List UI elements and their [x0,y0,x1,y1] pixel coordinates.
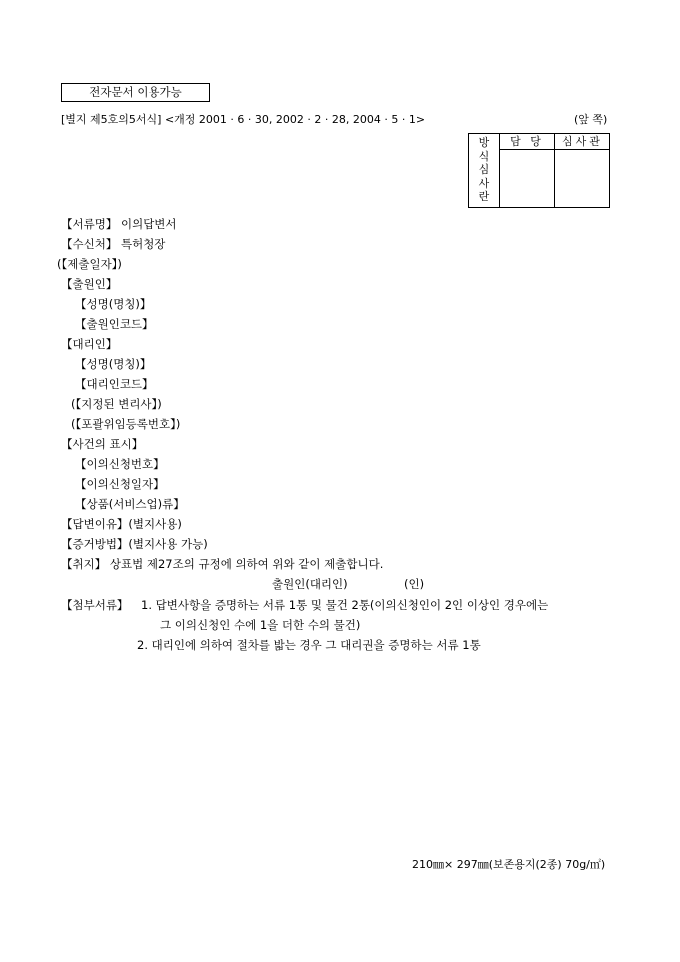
field-agent: 【대리인】 [61,337,118,351]
field-purpose: 【취지】 상표법 제27조의 규정에 의하여 위와 같이 제출합니다. [61,557,384,571]
field-applicant-code: 【출원인코드】 [75,317,154,331]
approval-side-char: 식 [478,149,490,163]
field-submission-date: (【제출일자】) [57,257,122,271]
electronic-document-badge: 전자문서 이용가능 [61,83,210,102]
field-designated-attorney: (【지정된 변리사】) [71,397,162,411]
field-applicant: 【출원인】 [61,277,118,291]
attachments-label: 【첨부서류】 [61,598,129,612]
signature-seal: (인) [404,577,425,591]
approval-header-line [499,149,609,150]
approval-side-char: 방 [478,136,490,149]
approval-col-examiner: 심사관 [562,135,603,148]
paper-spec-footer: 210㎜× 297㎜(보존용지(2종) 70g/㎡) [412,858,606,871]
attachment-item-1-cont: 그 이의신청인 수에 1을 더한 수의 물건) [160,618,361,632]
field-opposition-date: 【이의신청일자】 [75,477,165,491]
field-recipient: 【수신처】 특허청장 [61,237,166,251]
attachment-item-2: 2. 대리인에 의하여 절차를 밟는 경우 그 대리권을 증명하는 서류 1통 [137,638,481,652]
page-side-label: (앞 쪽) [574,113,608,126]
field-goods-class: 【상품(서비스업)류】 [75,497,185,511]
form-reference: [별지 제5호의5서식] <개정 2001 · 6 · 30, 2002 · 2 · 28, 2004 · 5 · 1> [61,113,426,126]
field-evidence: 【증거방법】(별지사용 가능) [61,537,208,551]
field-general-power-number: (【포괄위임등록번호】) [71,417,181,431]
approval-side-label [469,136,499,204]
field-applicant-name: 【성명(명칭)】 [75,297,152,311]
field-case-indication: 【사건의 표시】 [61,437,144,451]
approval-col-charge: 담 당 [510,135,544,148]
approval-side-char: 심 [478,163,490,176]
approval-side-char: 란 [478,190,490,203]
approval-box [468,133,610,208]
field-agent-name: 【성명(명칭)】 [75,357,152,371]
attachment-item-1: 1. 답변사항을 증명하는 서류 1통 및 물건 2통(이의신청인이 2인 이상인 경우에는 [141,598,549,612]
signature-label: 출원인(대리인) [272,577,348,591]
field-opposition-number: 【이의신청번호】 [75,457,165,471]
approval-side-char: 사 [478,176,490,190]
field-reply-reason: 【답변이유】(별지사용) [61,517,182,531]
field-document-name: 【서류명】 이의답변서 [61,217,177,231]
field-agent-code: 【대리인코드】 [75,377,154,391]
